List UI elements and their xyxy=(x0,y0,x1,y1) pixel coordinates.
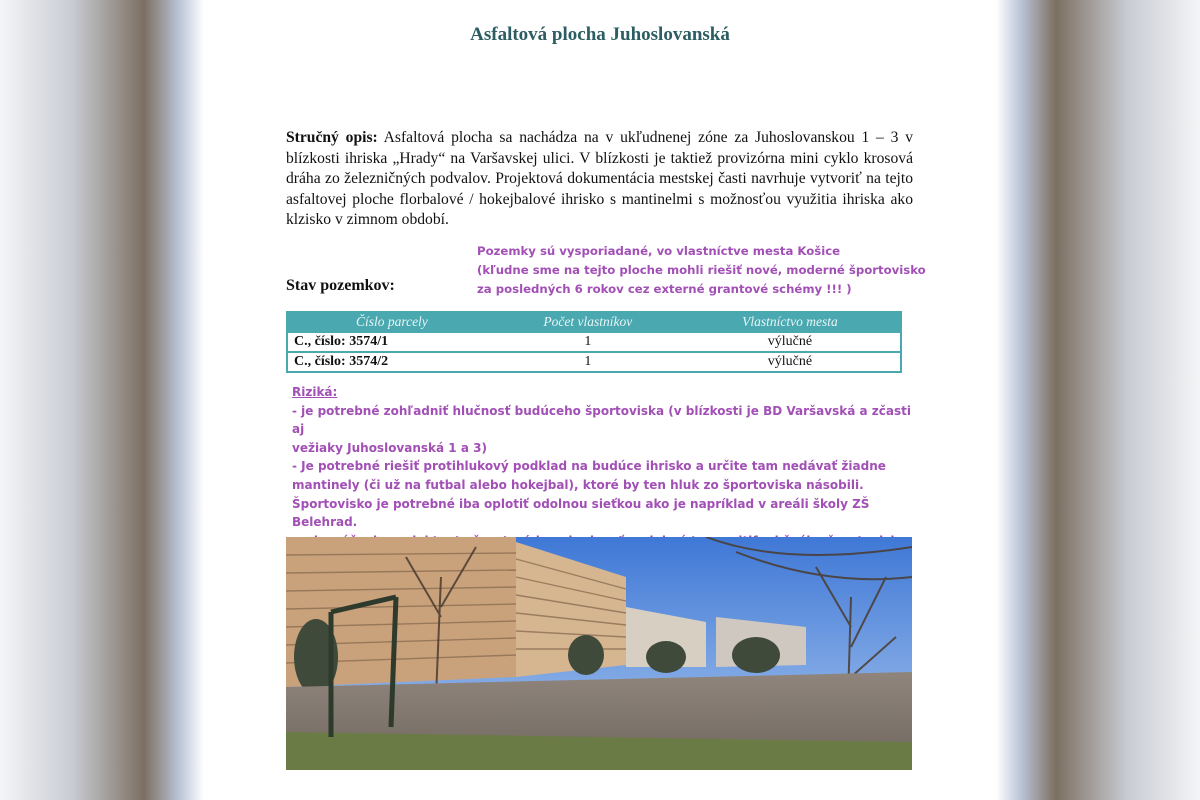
land-status-label: Stav pozemkov: xyxy=(286,277,395,294)
table-cell: výlučné xyxy=(680,332,901,352)
risk-line: mantinely (či už na futbal alebo hokejbal), ktoré by ten hluk zo športoviska násobili. xyxy=(292,477,864,492)
document-page xyxy=(205,0,995,800)
risk-line: - Je potrebné riešiť protihlukový podklad na budúce ihrisko a určite tam nedávať žiadne xyxy=(292,459,886,474)
risk-line: Športovisko je potrebné iba oplotiť odolnou sieťkou ako je napríklad v areáli školy ZŠ Belehrad. xyxy=(292,496,870,530)
site-photo xyxy=(286,537,912,770)
table-cell: 1 xyxy=(496,332,680,352)
table-cell: C., číslo: 3574/2 xyxy=(287,352,496,372)
description-paragraph xyxy=(286,128,913,231)
parcel-table xyxy=(286,311,902,373)
ownership-note xyxy=(477,242,937,299)
column-header: Počet vlastníkov xyxy=(496,312,680,332)
risk-line: vežiaky Juhoslovanská 1 a 3) xyxy=(292,440,487,455)
description-text: Asfaltová plocha sa nachádza na v ukľudnenej zóne za Juhoslovanskou 1 – 3 v blízkosti ihriska „Hrady“ na Varšavskej ulici. V blízkosti je taktiež provizórna mini cyklo krosová dráha zo železničných podvalov. Projektová dokumentácia mestskej časti navrhuje vytvoriť na tejto asfaltovej ploche florbalové / hokejbalové ihrisko s mantinelmi s možnosťou využitia ihriska ako klzisko v zimnom období. xyxy=(286,129,914,229)
column-header: Vlastníctvo mesta xyxy=(680,312,901,332)
table-cell: 1 xyxy=(496,352,680,372)
page-title: Asfaltová plocha Juhoslovanská xyxy=(470,24,730,45)
table-header-row xyxy=(287,312,901,332)
risk-line: - je potrebné zohľadniť hlučnosť budúceho športoviska (v blízkosti je BD Varšavská a zčasti aj xyxy=(292,403,911,437)
table-cell: výlučné xyxy=(680,352,901,372)
table-row xyxy=(287,352,901,372)
description-label: Stručný opis: xyxy=(286,129,378,146)
table-row xyxy=(287,332,901,352)
table-cell: C., číslo: 3574/1 xyxy=(287,332,496,352)
ownership-note-line: (kľudne sme na tejto ploche mohli riešiť nové, moderné športovisko xyxy=(477,263,926,277)
ownership-note-line: za posledných 6 rokov cez externé grantové schémy !!! ) xyxy=(477,282,852,296)
risks-heading: Riziká: xyxy=(292,385,338,399)
column-header: Číslo parcely xyxy=(287,312,496,332)
ownership-note-line: Pozemky sú vysporiadané, vo vlastníctve mesta Košice xyxy=(477,244,841,258)
